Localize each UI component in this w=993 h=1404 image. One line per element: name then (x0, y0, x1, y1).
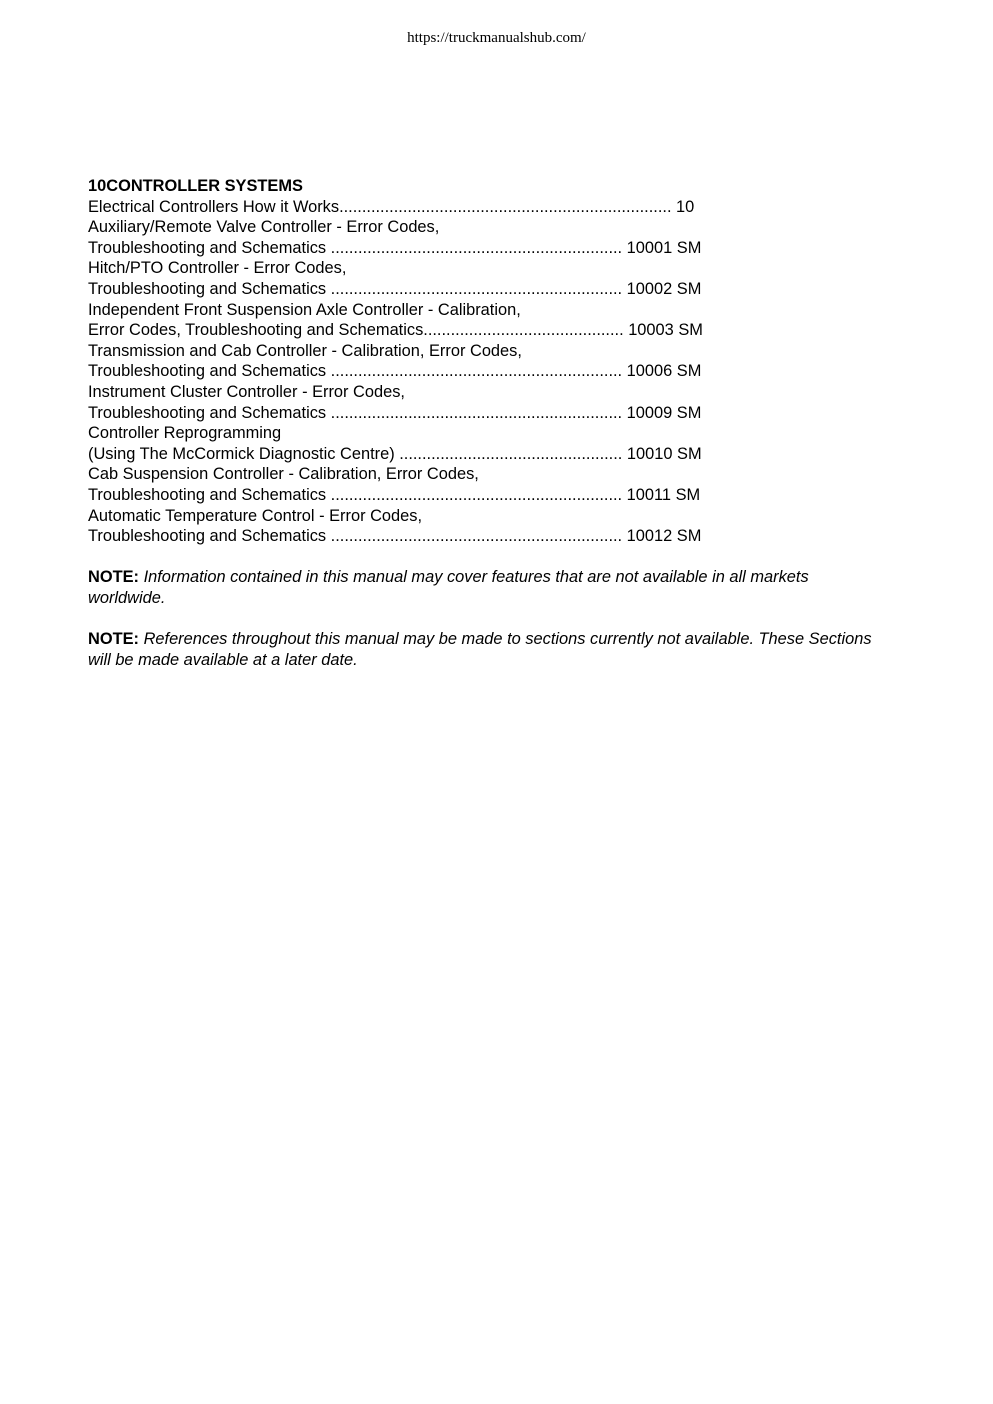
toc-line: Cab Suspension Controller - Calibration, Error Codes, (88, 465, 479, 484)
toc-line: Auxiliary/Remote Valve Controller - Error Codes, (88, 218, 440, 237)
toc-line: Electrical Controllers How it Works......................................................................... 10 (88, 197, 695, 216)
toc-line: (Using The McCormick Diagnostic Centre) ................................................. 10010 SM (88, 444, 702, 463)
toc-line: Troubleshooting and Schematics ................................................................ 10002 SM (88, 279, 702, 298)
toc-line: Troubleshooting and Schematics ................................................................ 10009 SM (88, 403, 702, 422)
note-label: NOTE: (88, 568, 139, 587)
page-url: https://truckmanualshub.com/ (407, 30, 586, 46)
note-text: Information contained in this manual may cover features that are not available in all markets worldwide. (88, 568, 809, 607)
toc-line: Troubleshooting and Schematics ................................................................ 10011 SM (88, 485, 701, 504)
note-text: References throughout this manual may be made to sections currently not available. These Sections will be made available at a later date. (88, 630, 872, 669)
document-body (88, 176, 908, 670)
table-of-contents (88, 197, 908, 547)
note-paragraph (88, 629, 888, 670)
section-title: 10CONTROLLER SYSTEMS (88, 177, 303, 195)
toc-line: Troubleshooting and Schematics ................................................................ 10012 SM (88, 527, 702, 546)
toc-line: Instrument Cluster Controller - Error Codes, (88, 382, 405, 401)
toc-line: Hitch/PTO Controller - Error Codes, (88, 259, 347, 278)
toc-line: Independent Front Suspension Axle Controller - Calibration, (88, 300, 521, 319)
toc-line: Troubleshooting and Schematics ................................................................ 10001 SM (88, 238, 702, 257)
toc-line: Automatic Temperature Control - Error Codes, (88, 506, 423, 525)
toc-line: Controller Reprogramming (88, 424, 282, 443)
note-paragraph (88, 567, 888, 608)
toc-line: Transmission and Cab Controller - Calibration, Error Codes, (88, 341, 522, 360)
toc-line: Error Codes, Troubleshooting and Schematics............................................ 10003 SM (88, 321, 703, 340)
toc-line: Troubleshooting and Schematics ................................................................ 10006 SM (88, 362, 702, 381)
note-label: NOTE: (88, 630, 139, 649)
